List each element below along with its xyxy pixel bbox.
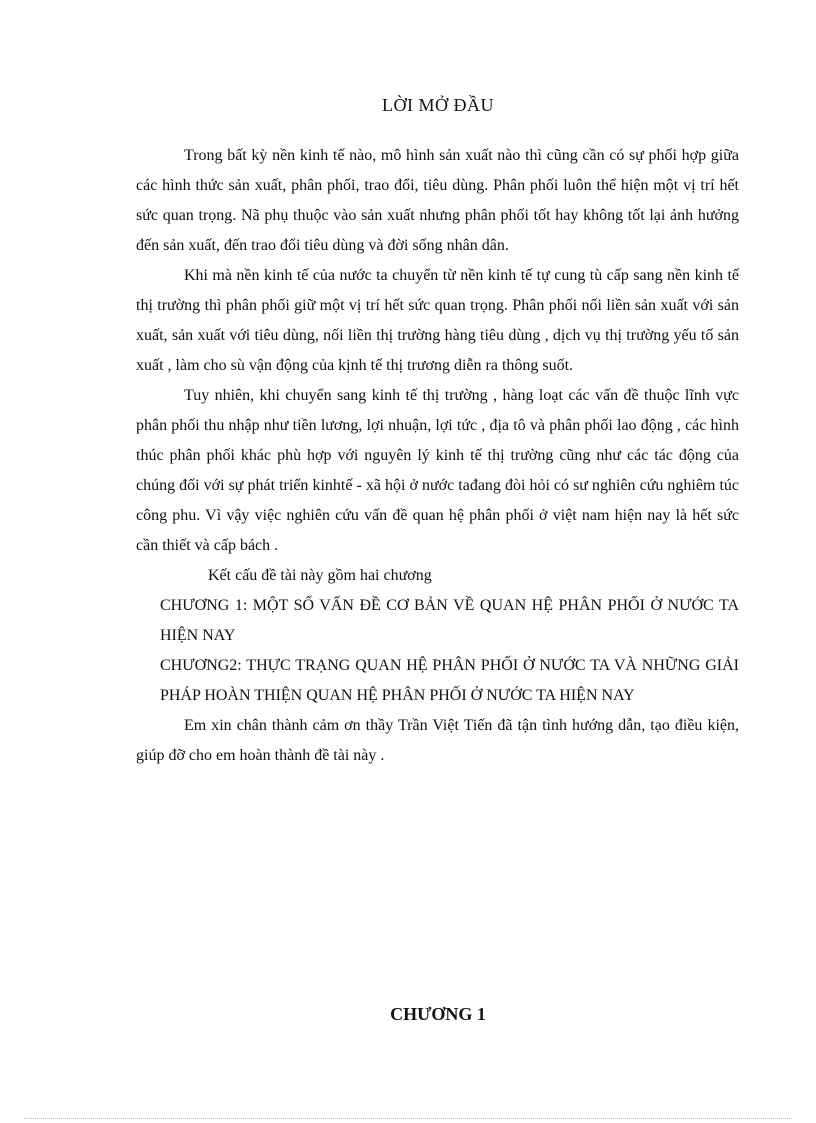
page-title: LỜI MỞ ĐẦU xyxy=(382,95,494,115)
paragraph-1: Trong bất kỳ nền kinh tế nào, mô hình sản xuất nào thì cũng cần có sự phối hợp giữa các hình thức sản xuất, phân phối, trao đổi, tiêu dùng. Phân phối luôn thể hiện một vị trí hết sức quan trọng. Nã phụ thuộc vào sản xuất nhưng phân phối tốt hay không tốt lại ảnh hưởng đến sản xuất, đến trao đổi tiêu dùng và đời sống nhân dân. xyxy=(136,147,739,254)
paragraph-3: Tuy nhiên, khi chuyển sang kinh tế thị trường , hàng loạt các vấn đề thuộc lĩnh vực phân phối thu nhập như tiền lương, lợi nhuận, lợi tức , địa tô và phân phối lao động , các hình thúc phân phối khác phù hợp với nguyên lý kinh tế thị trường cũng như các tác động của chúng đối với sự phát triển kinhtế - xã hội ở nước tađang đòi hỏi có sư nghiên cứu nghiêm túc công phu. Vì vậy việc nghiên cứu vấn đề quan hệ phân phối ở việt nam hiện nay là hết sức cần thiết và cấp bách . xyxy=(136,387,739,554)
paragraph-2: Khi mà nền kinh tế của nước ta chuyển từ nền kinh tế tự cung tù cấp sang nền kinh tế thị trường thì phân phối giữ một vị trí hết sức quan trọng. Phân phối nối liền sản xuất với sản xuất, sản xuất với tiêu dùng, nối liền thị trường hàng tiêu dùng , dịch vụ thị trường yếu tố sản xuất , làm cho sù vận động của kịnh tế thị trương diễn ra thông suốt. xyxy=(136,267,739,374)
document-body xyxy=(136,141,739,771)
page-footer-divider xyxy=(24,1118,792,1119)
outline-intro: Kết cấu đề tài này gồm hai chương xyxy=(208,567,432,584)
chapter-2-entry: CHƯƠNG2: THỰC TRẠNG QUAN HỆ PHÂN PHỐI Ở NƯỚC TA VÀ NHỮNG GIẢI PHÁP HOÀN THIỆN QUAN HỆ PHÂN PHỐI Ở NƯỚC TA HIỆN NAY xyxy=(160,657,739,704)
chapter-1-entry: CHƯƠNG 1: MỘT SỐ VẤN ĐỀ CƠ BẢN VỀ QUAN HỆ PHÂN PHỐI Ở NƯỚC TA HIỆN NAY xyxy=(160,597,739,644)
thanks-paragraph: Em xin chân thành cảm ơn thầy Trần Việt Tiến đã tận tình hướng dẫn, tạo điều kiện, giúp đỡ cho em hoàn thành đề tài này . xyxy=(136,717,739,764)
chapter-heading: CHƯƠNG 1 xyxy=(390,1004,486,1024)
